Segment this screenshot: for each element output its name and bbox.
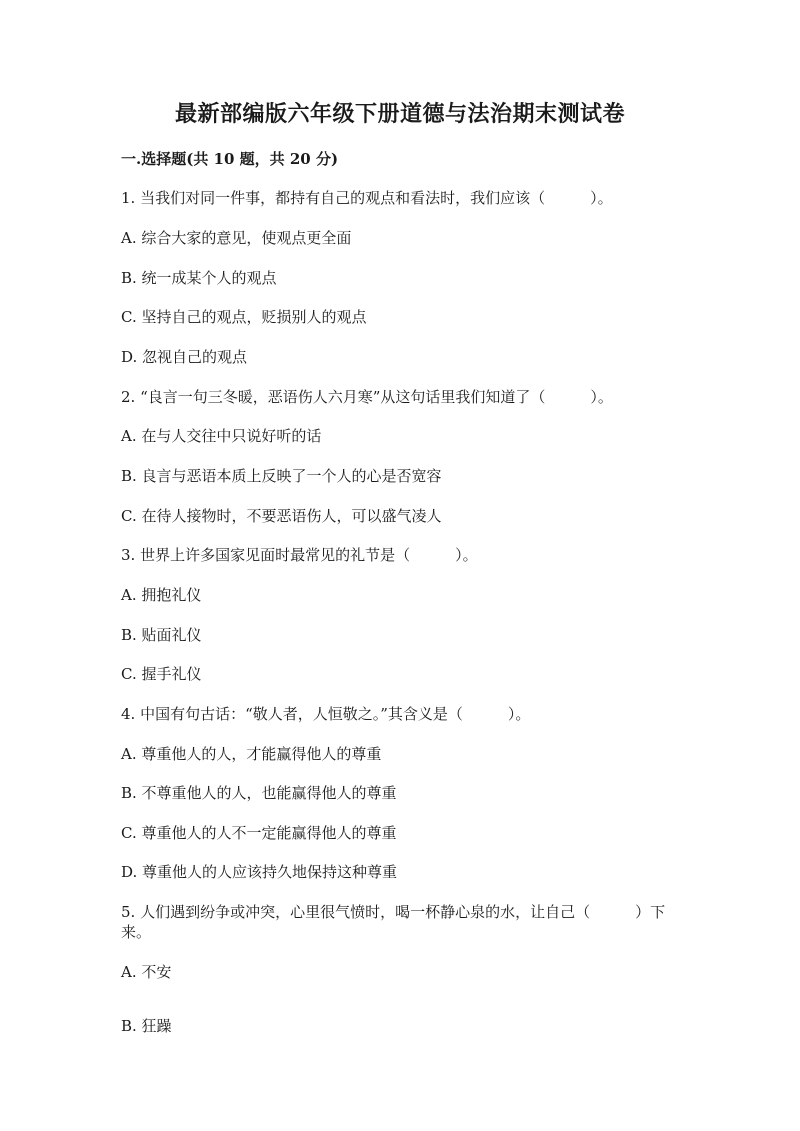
question-3-option-c: C. 握手礼仪: [121, 665, 202, 683]
question-3-option-b: B. 贴面礼仪: [121, 626, 202, 644]
question-1-option-b: B. 统一成某个人的观点: [121, 269, 277, 287]
question-2-option-b: B. 良言与恶语本质上反映了一个人的心是否宽容: [121, 467, 442, 485]
question-4-option-a: A. 尊重他人的人，才能赢得他人的尊重: [121, 745, 382, 763]
question-5-stem: 5. 人们遇到纷争或冲突，心里很气愤时，喝一杯静心泉的水，让自己（ ）下来。: [121, 903, 666, 941]
question-5-option-b: B. 狂躁: [121, 1017, 172, 1035]
question-2-option-a: A. 在与人交往中只说好听的话: [121, 427, 322, 445]
question-5-option-a: A. 不安: [121, 963, 172, 981]
question-4-stem: 4. 中国有句古话：“敬人者，人恒敬之。”其含义是（ ）。: [121, 705, 531, 723]
question-1-option-a: A. 综合大家的意见，使观点更全面: [121, 229, 352, 247]
question-4-option-b: B. 不尊重他人的人，也能赢得他人的尊重: [121, 784, 397, 802]
question-1-option-d: D. 忽视自己的观点: [121, 348, 248, 366]
question-2-stem: 2. “良言一句三冬暖，恶语伤人六月寒”从这句话里我们知道了（ ）。: [121, 388, 613, 406]
question-2-option-c: C. 在待人接物时，不要恶语伤人，可以盛气凌人: [121, 507, 442, 525]
question-4-option-d: D. 尊重他人的人应该持久地保持这种尊重: [121, 863, 398, 881]
question-1-option-c: C. 坚持自己的观点，贬损别人的观点: [121, 308, 367, 326]
question-3-stem: 3. 世界上许多国家见面时最常见的礼节是（ ）。: [121, 546, 478, 564]
question-4-option-c: C. 尊重他人的人不一定能赢得他人的尊重: [121, 824, 397, 842]
page-title: 最新部编版六年级下册道德与法治期末测试卷: [174, 101, 625, 127]
question-3-option-a: A. 拥抱礼仪: [121, 586, 202, 604]
question-1-stem: 1. 当我们对同一件事，都持有自己的观点和看法时，我们应该（ ）。: [121, 189, 613, 207]
section-heading: 一.选择题(共 10 题，共 20 分): [121, 150, 339, 168]
